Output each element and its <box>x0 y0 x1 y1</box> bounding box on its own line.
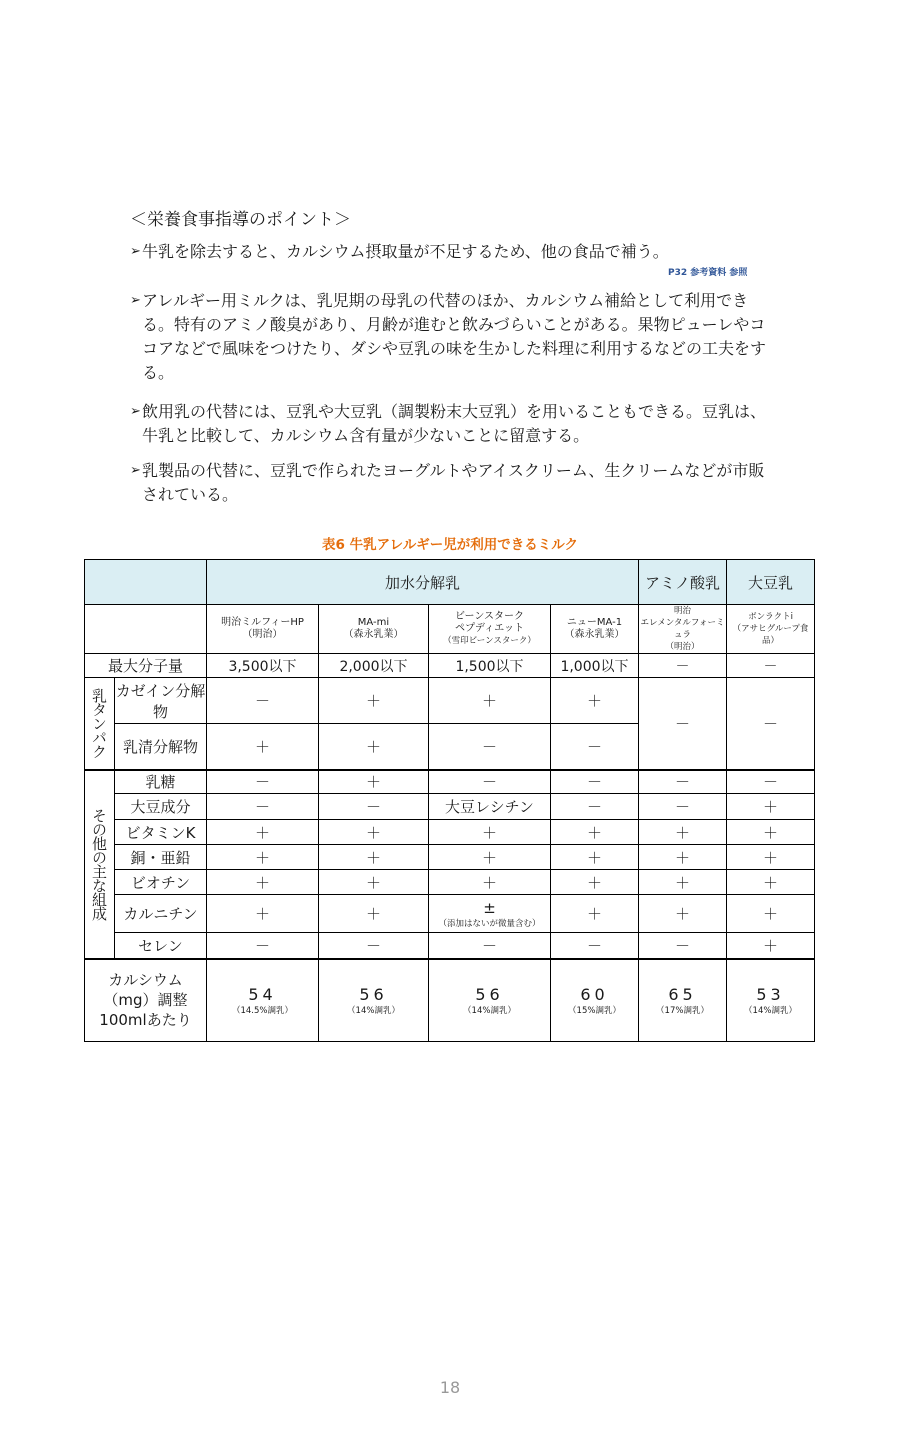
calcium-note: （17%調乳） <box>656 1005 709 1016</box>
product-corner <box>85 605 207 654</box>
other-value: － <box>639 770 727 794</box>
other-value: ＋ <box>429 820 551 845</box>
other-row <box>85 870 815 895</box>
other-value: － <box>429 933 551 959</box>
other-label: ビタミンK <box>115 820 207 845</box>
bullet-item <box>130 289 770 385</box>
other-value: － <box>207 770 319 794</box>
bullet-arrow-icon: ➢ <box>130 404 141 419</box>
whey-value: ＋ <box>319 724 429 770</box>
other-label: セレン <box>115 933 207 959</box>
calcium-value: 54 <box>248 984 277 1004</box>
other-value: ＋ <box>551 870 639 895</box>
product-maker: （森永乳業） <box>564 629 625 640</box>
other-value: ＋ <box>727 794 815 820</box>
calcium-value: 56 <box>359 984 388 1004</box>
calcium-cell <box>639 959 727 1042</box>
table-group-header-row <box>85 560 815 605</box>
other-value: ＋ <box>727 845 815 870</box>
soy-header: 大豆乳 <box>727 560 815 605</box>
product-name: ビーンスターク ペプディエット <box>454 611 525 634</box>
other-value: － <box>207 933 319 959</box>
other-value: ＋ <box>551 895 639 933</box>
product-row <box>85 605 815 654</box>
calcium-note: （14%調乳） <box>744 1005 797 1016</box>
other-value: ＋ <box>207 895 319 933</box>
product-maker: （明治） <box>665 642 700 652</box>
casein-row <box>85 678 815 724</box>
calcium-cell <box>319 959 429 1042</box>
product-cell <box>319 605 429 654</box>
other-value: － <box>551 770 639 794</box>
protein-soy-value: － <box>727 678 815 770</box>
other-value: ＋ <box>319 845 429 870</box>
calcium-note: （14%調乳） <box>463 1005 516 1016</box>
milk-table <box>84 559 815 1042</box>
other-value: ＋ <box>207 820 319 845</box>
other-value: － <box>429 770 551 794</box>
carnitine-trace-note: （添加はないが微量含む） <box>438 918 541 929</box>
other-value: ＋ <box>429 870 551 895</box>
bullet-arrow-icon: ➢ <box>130 244 141 259</box>
other-value: － <box>639 794 727 820</box>
hydrolyzed-header: 加水分解乳 <box>207 560 639 605</box>
carnitine-trace-value: ± <box>483 898 496 917</box>
other-value: ＋ <box>207 870 319 895</box>
other-value: ＋ <box>319 870 429 895</box>
other-value: － <box>207 794 319 820</box>
product-maker: （雪印ビーンスターク） <box>443 636 536 646</box>
bullet-text: 飲用乳の代替には、豆乳や大豆乳（調製粉末大豆乳）を用いることもできる。豆乳は、牛乳と比較して、カルシウム含有量が少ないことに留意する。 <box>142 402 767 445</box>
casein-value: ＋ <box>551 678 639 724</box>
whey-label: 乳清分解物 <box>115 724 207 770</box>
other-value: ＋ <box>727 820 815 845</box>
calcium-cell <box>207 959 319 1042</box>
other-value: ＋ <box>551 820 639 845</box>
protein-group-label: 乳タンパク <box>85 678 115 770</box>
other-value: － <box>319 933 429 959</box>
reference-note: P32 参考資料 参照 <box>668 268 748 278</box>
other-label: 大豆成分 <box>115 794 207 820</box>
other-value: ＋ <box>727 870 815 895</box>
other-value: ＋ <box>639 895 727 933</box>
calcium-note: （14.5%調乳） <box>231 1005 293 1016</box>
other-value: － <box>727 770 815 794</box>
product-cell <box>727 605 815 654</box>
other-value: ＋ <box>207 845 319 870</box>
other-label: カルニチン <box>115 895 207 933</box>
product-cell <box>207 605 319 654</box>
other-value: ＋ <box>639 870 727 895</box>
casein-label: カゼイン分解物 <box>115 678 207 724</box>
section-title: ＜栄養食事指導のポイント＞ <box>130 210 351 230</box>
other-label: 乳糖 <box>115 770 207 794</box>
mw-value: 3,500以下 <box>207 654 319 678</box>
bullet-arrow-icon: ➢ <box>130 293 141 308</box>
product-name: MA-mi <box>357 617 390 628</box>
other-row <box>85 845 815 870</box>
other-value: － <box>551 933 639 959</box>
other-value: ＋ <box>639 820 727 845</box>
product-name: ボンラクトi <box>748 612 793 622</box>
other-value: － <box>551 794 639 820</box>
bullet-item <box>130 240 770 264</box>
other-row <box>85 794 815 820</box>
bullet-item <box>130 400 770 448</box>
other-row <box>85 933 815 959</box>
mw-row <box>85 654 815 678</box>
casein-value: － <box>207 678 319 724</box>
other-value: － <box>319 794 429 820</box>
whey-value: ＋ <box>207 724 319 770</box>
product-name: 明治 エレメンタルフォーミュラ <box>640 606 725 640</box>
other-value: ＋ <box>551 845 639 870</box>
casein-value: ＋ <box>319 678 429 724</box>
whey-value: － <box>429 724 551 770</box>
other-value: ＋ <box>727 933 815 959</box>
other-group-label: その他の主な組成 <box>85 770 115 959</box>
product-cell <box>429 605 551 654</box>
product-name: ニューMA-1 <box>566 617 623 628</box>
header-corner <box>85 560 207 605</box>
calcium-value: 65 <box>668 984 697 1004</box>
other-value: ＋ <box>429 845 551 870</box>
product-name: 明治ミルフィーHP <box>221 617 304 628</box>
mw-value: － <box>727 654 815 678</box>
protein-amino-value: － <box>639 678 727 770</box>
mw-value: 1,000以下 <box>551 654 639 678</box>
calcium-value: 56 <box>475 984 504 1004</box>
calcium-note: （15%調乳） <box>568 1005 621 1016</box>
mw-value: － <box>639 654 727 678</box>
calcium-cell <box>551 959 639 1042</box>
other-row <box>85 770 815 794</box>
page-number: 18 <box>439 1378 461 1397</box>
calcium-value: 53 <box>756 984 785 1004</box>
product-maker: （明治） <box>242 629 283 640</box>
other-row <box>85 895 815 933</box>
calcium-row <box>85 959 815 1042</box>
amino-header: アミノ酸乳 <box>639 560 727 605</box>
casein-value: ＋ <box>429 678 551 724</box>
mw-value: 2,000以下 <box>319 654 429 678</box>
table-caption: 表6 牛乳アレルギー児が利用できるミルク <box>322 537 578 553</box>
bullet-item <box>130 459 770 507</box>
bullet-text: 牛乳を除去すると、カルシウム摂取量が不足するため、他の食品で補う。 <box>142 242 669 261</box>
bullet-text: 乳製品の代替に、豆乳で作られたヨーグルトやアイスクリーム、生クリームなどが市販されている。 <box>142 461 765 504</box>
other-value: ＋ <box>639 845 727 870</box>
other-label: 銅・亜鉛 <box>115 845 207 870</box>
mw-label: 最大分子量 <box>85 654 207 678</box>
other-value: ＋ <box>319 820 429 845</box>
product-cell <box>639 605 727 654</box>
other-value: 大豆レシチン <box>429 794 551 820</box>
other-value: ＋ <box>319 770 429 794</box>
whey-value: － <box>551 724 639 770</box>
bullet-arrow-icon: ➢ <box>130 463 141 478</box>
other-label: ビオチン <box>115 870 207 895</box>
other-row <box>85 820 815 845</box>
bullet-text: アレルギー用ミルクは、乳児期の母乳の代替のほか、カルシウム補給として利用できる。特有のアミノ酸臭があり、月齢が進むと飲みづらいことがある。果物ピューレやココアなどで風味をつけたり、ダシや豆乳の味を生かした料理に利用するなどの工夫をする。 <box>142 291 767 382</box>
product-cell <box>551 605 639 654</box>
other-value: ＋ <box>319 895 429 933</box>
product-maker: （森永乳業） <box>343 629 404 640</box>
calcium-cell <box>727 959 815 1042</box>
calcium-label: カルシウム（mg）調整100mlあたり <box>85 959 207 1042</box>
other-value: － <box>639 933 727 959</box>
calcium-cell <box>429 959 551 1042</box>
other-value <box>429 895 551 933</box>
mw-value: 1,500以下 <box>429 654 551 678</box>
other-value: ＋ <box>727 895 815 933</box>
calcium-value: 60 <box>580 984 609 1004</box>
product-maker: （アサヒグループ食品） <box>732 624 809 646</box>
calcium-note: （14%調乳） <box>347 1005 400 1016</box>
